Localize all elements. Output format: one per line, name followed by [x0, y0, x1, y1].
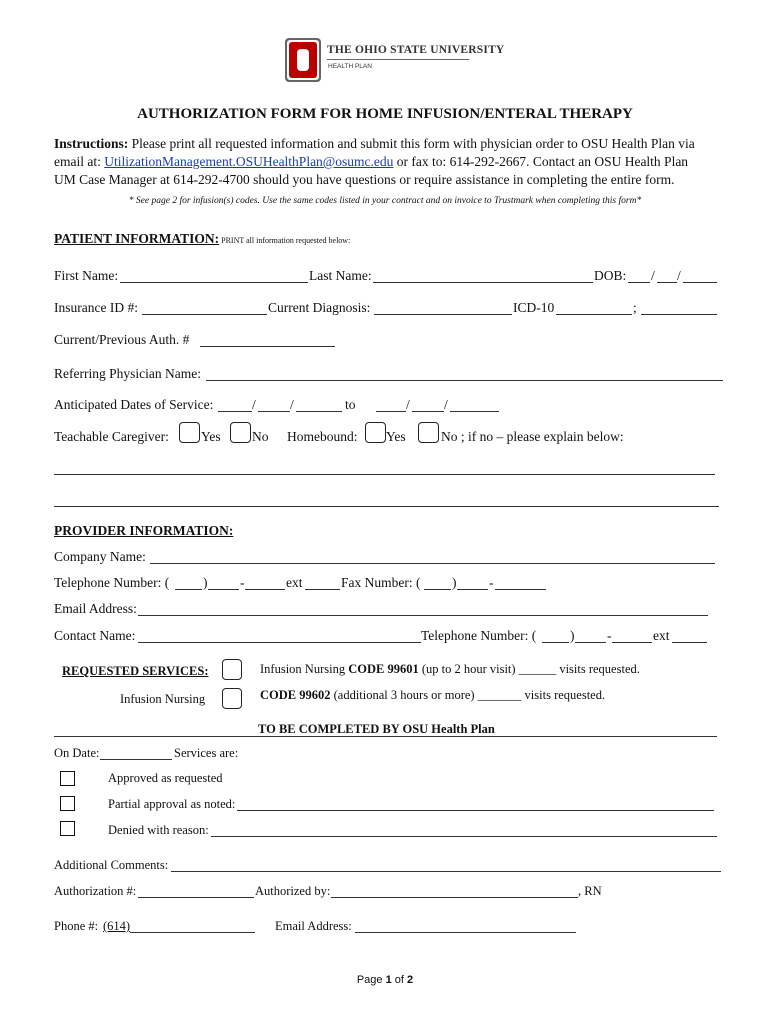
additional-comments-field[interactable] — [171, 871, 721, 872]
university-name: THE OHIO STATE UNIVERSITY — [327, 44, 505, 56]
start-month-field[interactable] — [218, 411, 252, 412]
code-99601-pre: Infusion Nursing — [260, 662, 349, 676]
dob-day-field[interactable] — [657, 282, 677, 283]
rn-label: , RN — [578, 884, 602, 898]
dob-month-field[interactable] — [628, 282, 650, 283]
prev-auth-label: Current/Previous Auth. # — [54, 332, 190, 347]
insurance-id-field[interactable] — [142, 314, 267, 315]
telephone-label: Telephone Number: ( — [54, 575, 170, 590]
fax-number-field[interactable] — [495, 589, 546, 590]
contact-telephone-label: Telephone Number: ( — [421, 628, 537, 643]
prev-auth-field[interactable] — [200, 346, 335, 347]
teachable-yes-label: Yes — [201, 429, 221, 444]
fax-prefix-field[interactable] — [457, 589, 488, 590]
patient-heading — [54, 230, 350, 248]
icd10-label: ICD-10 — [513, 300, 555, 315]
homebound-yes-label: Yes — [386, 429, 406, 444]
additional-comments-label: Additional Comments: — [54, 858, 169, 872]
telephone-ext-field[interactable] — [305, 589, 340, 590]
anticipated-dates-label: Anticipated Dates of Service: — [54, 397, 214, 412]
teachable-yes-checkbox[interactable] — [179, 422, 200, 443]
contact-telephone-number-field[interactable] — [612, 642, 652, 643]
homebound-yes-checkbox[interactable] — [365, 422, 386, 443]
on-date-field[interactable] — [100, 759, 172, 760]
code-99601-code: CODE 99601 — [348, 662, 419, 676]
instructions-label: Instructions: — [54, 136, 129, 151]
instructions-text-1: Please print all requested information and submit this form with physician order to OSU Health Plan via — [128, 136, 695, 151]
authorized-by-label: Authorized by: — [255, 884, 331, 898]
block-o-logo-icon — [285, 38, 321, 82]
denied-field[interactable] — [211, 836, 717, 837]
requested-services-sub: Infusion Nursing — [120, 692, 206, 706]
page-title: AUTHORIZATION FORM FOR HOME INFUSION/ENTERAL THERAPY — [137, 106, 633, 122]
end-month-field[interactable] — [376, 411, 406, 412]
teachable-no-label: No — [252, 429, 269, 444]
code-99602-line — [260, 688, 605, 703]
code-99601-checkbox[interactable] — [222, 659, 242, 680]
start-day-field[interactable] — [258, 411, 290, 412]
fax-area-field[interactable] — [424, 589, 451, 590]
icd10-field-2[interactable] — [641, 314, 717, 315]
icd10-field-1[interactable] — [556, 314, 632, 315]
on-date-label: On Date: — [54, 746, 100, 760]
codes-note: * See page 2 for infusion(s) codes. Use the same codes listed in your contract and on invoice to Trustmark when completing this form* — [128, 196, 642, 206]
provider-email-label: Email Address: — [54, 601, 137, 616]
teachable-caregiver-label: Teachable Caregiver: — [54, 429, 169, 444]
referring-physician-field[interactable] — [206, 380, 723, 381]
icd10-separator: ; — [633, 300, 637, 315]
contact-telephone-prefix-field[interactable] — [575, 642, 606, 643]
authorized-by-field[interactable] — [331, 897, 578, 898]
osu-email-label: Email Address: — [275, 919, 352, 933]
code-99601-line — [260, 662, 640, 677]
phone-label: Phone #: — [54, 919, 99, 933]
explain-line-1[interactable] — [54, 474, 715, 475]
partial-checkbox[interactable] — [60, 796, 75, 811]
page-of: of — [391, 974, 408, 986]
provider-email-field[interactable] — [138, 615, 708, 616]
dob-year-field[interactable] — [683, 282, 717, 283]
authorization-number-field[interactable] — [138, 897, 254, 898]
partial-field[interactable] — [237, 810, 714, 811]
fax-label: Fax Number: ( — [341, 575, 421, 590]
phone-field[interactable] — [130, 932, 255, 933]
insurance-id-label: Insurance ID #: — [54, 300, 138, 315]
end-year-field[interactable] — [450, 411, 499, 412]
to-label: to — [345, 397, 356, 412]
contact-name-label: Contact Name: — [54, 628, 136, 643]
company-name-label: Company Name: — [54, 549, 146, 564]
patient-heading-title: PATIENT INFORMATION: — [54, 231, 220, 246]
homebound-no-label: No ; if no – please explain below: — [441, 429, 624, 444]
partial-label: Partial approval as noted: — [108, 797, 236, 811]
current-diagnosis-field[interactable] — [374, 314, 512, 315]
email-link[interactable]: UtilizationManagement.OSUHealthPlan@osumc.edu — [104, 154, 394, 169]
provider-heading: PROVIDER INFORMATION: — [54, 523, 234, 538]
first-name-field[interactable] — [120, 282, 308, 283]
contact-name-field[interactable] — [138, 642, 421, 643]
contact-telephone-ext-field[interactable] — [672, 642, 707, 643]
start-year-field[interactable] — [296, 411, 342, 412]
approved-label: Approved as requested — [108, 771, 223, 785]
patient-heading-sub: PRINT all information requested below: — [219, 236, 351, 245]
first-name-label: First Name: — [54, 268, 119, 283]
osu-section-heading: TO BE COMPLETED BY OSU Health Plan — [258, 722, 495, 736]
telephone-number-field[interactable] — [245, 589, 285, 590]
dob-label: DOB: — [594, 268, 627, 283]
services-are-label: Services are: — [174, 746, 239, 760]
requested-services-heading: REQUESTED SERVICES: — [62, 664, 209, 678]
page-total: 2 — [407, 974, 414, 986]
explain-line-2[interactable] — [54, 506, 719, 507]
instructions-line-1 — [54, 136, 695, 152]
instructions-line-3: UM Case Manager at 614-292-4700 should you have questions or require assistance in completing the entire form. — [54, 172, 675, 187]
denied-checkbox[interactable] — [60, 821, 75, 836]
homebound-label: Homebound: — [287, 429, 358, 444]
page-number — [0, 974, 770, 986]
instructions-text-2a: email at: — [54, 154, 105, 169]
last-name-field[interactable] — [373, 282, 593, 283]
code-99602-post: (additional 3 hours or more) _______ visits requested. — [330, 688, 606, 702]
referring-physician-label: Referring Physician Name: — [54, 366, 201, 381]
current-diagnosis-label: Current Diagnosis: — [268, 300, 371, 315]
instructions-text-2b: or fax to: 614-292-2667. Contact an OSU Health Plan — [393, 154, 689, 169]
osu-email-field[interactable] — [355, 932, 576, 933]
health-plan-label: HEALTH PLAN — [328, 63, 372, 70]
authorization-number-label: Authorization #: — [54, 884, 137, 898]
telephone-ext-label: ext — [286, 575, 303, 590]
end-day-field[interactable] — [412, 411, 444, 412]
denied-label: Denied with reason: — [108, 823, 209, 837]
approved-checkbox[interactable] — [60, 771, 75, 786]
code-99601-post: (up to 2 hour visit) ______ visits requested. — [418, 662, 640, 676]
instructions-line-2 — [54, 154, 688, 170]
contact-telephone-ext-label: ext — [653, 628, 670, 643]
teachable-no-checkbox[interactable] — [230, 422, 251, 443]
page-current: 1 — [385, 974, 392, 986]
last-name-label: Last Name: — [309, 268, 372, 283]
page-pre: Page — [356, 974, 386, 986]
contact-telephone-area-field[interactable] — [542, 642, 569, 643]
code-99602-checkbox[interactable] — [222, 688, 242, 709]
phone-prefix: (614) — [103, 919, 131, 933]
telephone-area-field[interactable] — [175, 589, 202, 590]
company-name-field[interactable] — [150, 563, 715, 564]
code-99602-code: CODE 99602 — [260, 688, 331, 702]
homebound-no-checkbox[interactable] — [418, 422, 439, 443]
telephone-prefix-field[interactable] — [208, 589, 239, 590]
